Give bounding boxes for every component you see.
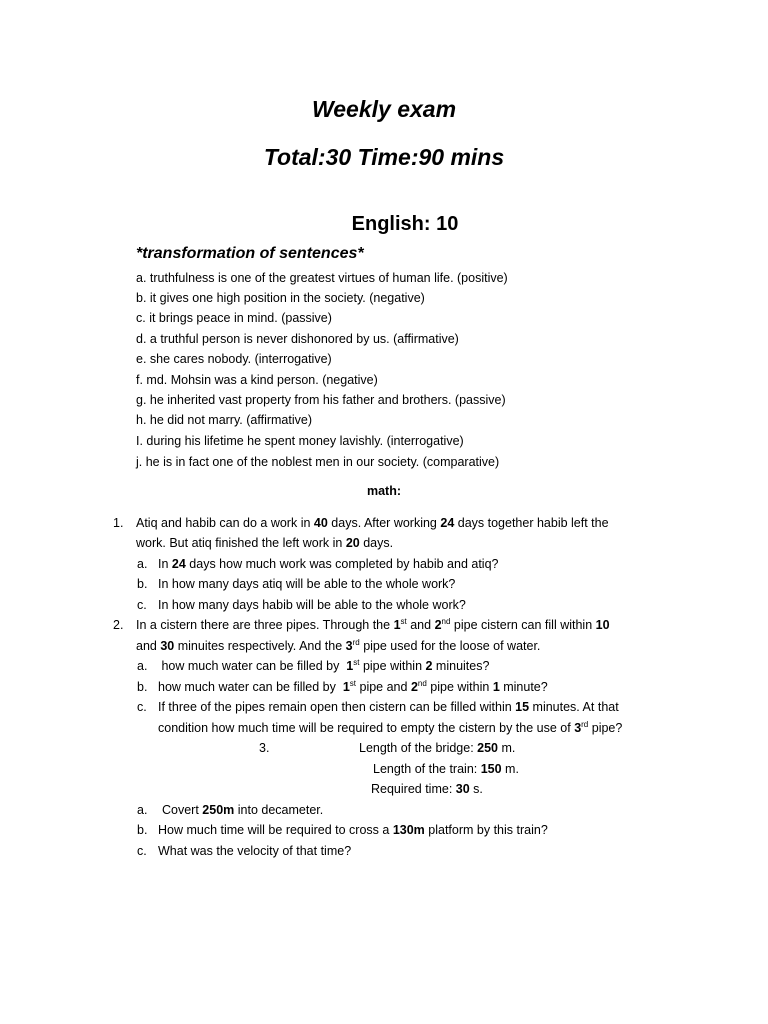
exam-title: Weekly exam [311,96,457,122]
question-number: 2. [113,618,124,632]
english-item: d. a truthful person is never dishonored by us. (affirmative) [136,332,459,346]
math-heading: math: [366,484,402,498]
q3-bridge-length: Length of the bridge: 250 m. [359,741,516,755]
q3-required-time: Required time: 30 s. [371,782,483,796]
option-label: b. [137,680,148,694]
option-label: a. [137,557,148,571]
english-item: j. he is in fact one of the noblest men in our society. (comparative) [136,455,500,469]
english-heading: English: 10 [351,213,459,235]
option-label: c. [137,844,147,858]
option-label: a. [137,659,148,673]
q3-option-c: What was the velocity of that time? [158,844,352,858]
q1-line-1: Atiq and habib can do a work in 40 days. After working 24 days together habib left the [136,516,609,530]
q2-option-a: how much water can be filled by 1st pipe within 2 minuites? [158,658,490,673]
q3-option-b: How much time will be required to cross a 130m platform by this train? [158,823,548,837]
english-item: b. it gives one high position in the society. (negative) [136,291,425,305]
english-item: g. he inherited vast property from his father and brothers. (passive) [136,393,506,407]
option-label: a. [137,803,148,817]
english-item: I. during his lifetime he spent money lavishly. (interrogative) [136,434,464,448]
english-item: h. he did not marry. (affirmative) [136,413,312,427]
q3-option-a: Covert 250m into decameter. [162,803,324,817]
q1-option-c: In how many days habib will be able to the whole work? [158,598,466,612]
english-section-title: *transformation of sentences* [136,245,364,262]
q2-option-c-line-2: condition how much time will be required to empty the cistern by the use of 3rd pipe? [158,720,623,735]
option-label: c. [137,700,147,714]
english-item: e. she cares nobody. (interrogative) [136,352,332,366]
english-item: f. md. Mohsin was a kind person. (negative) [136,373,378,387]
option-label: b. [137,823,148,837]
q1-option-a: In 24 days how much work was completed by habib and atiq? [158,557,499,571]
q1-line-2: work. But atiq finished the left work in 20 days. [136,536,394,550]
option-label: c. [137,598,147,612]
exam-total-time: Total:30 Time:90 mins [263,144,505,170]
option-label: b. [137,577,148,591]
english-item: a. truthfulness is one of the greatest virtues of human life. (positive) [136,271,508,285]
q2-line-1: In a cistern there are three pipes. Through the 1st and 2nd pipe cistern can fill within 10 [136,617,610,632]
q2-line-2: and 30 minuites respectively. And the 3rd pipe used for the loose of water. [136,638,541,653]
q3-train-length: Length of the train: 150 m. [373,762,519,776]
question-number: 3. [259,741,270,755]
q1-option-b: In how many days atiq will be able to the whole work? [158,577,456,591]
q2-option-c-line-1: If three of the pipes remain open then cistern can be filled within 15 minutes. At that [158,700,619,714]
question-number: 1. [113,516,124,530]
english-item: c. it brings peace in mind. (passive) [136,311,332,325]
q2-option-b: how much water can be filled by 1st pipe and 2nd pipe within 1 minute? [158,679,548,694]
